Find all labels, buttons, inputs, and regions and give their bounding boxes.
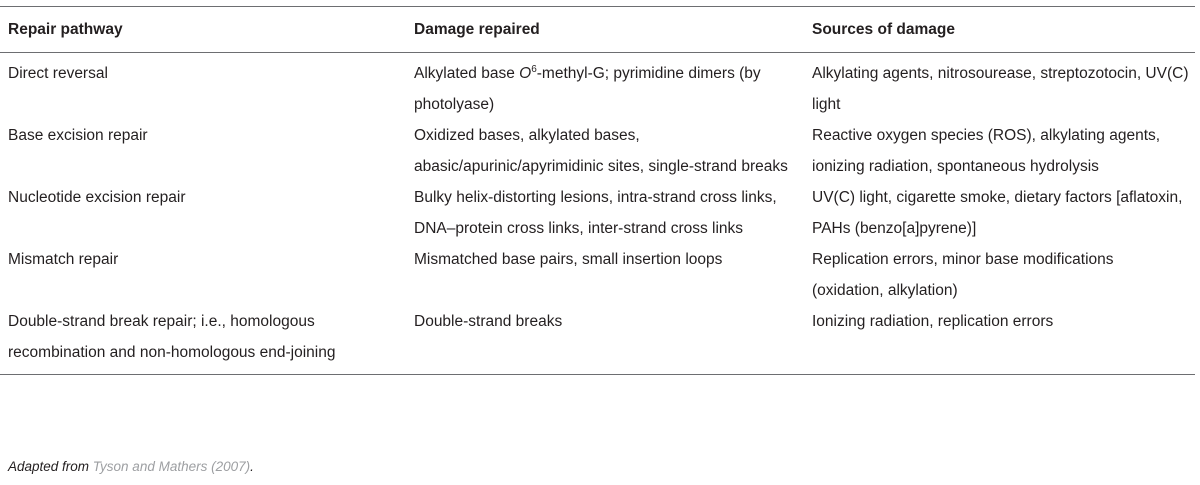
header-damage-repaired: Damage repaired bbox=[406, 7, 804, 53]
cell-damage: Oxidized bases, alkylated bases, abasic/apurinic/apyrimidinic sites, single-strand breaks bbox=[414, 127, 788, 175]
cell-pathway: Double-strand break repair; i.e., homologous recombination and non-homologous end-joining bbox=[0, 306, 406, 375]
cell-sources: Ionizing radiation, replication errors bbox=[804, 306, 1195, 375]
cell-damage: Mismatched base pairs, small insertion loops bbox=[414, 251, 723, 268]
cell-sources: Alkylating agents, nitrosourease, streptozotocin, UV(C) light bbox=[812, 65, 1189, 113]
table-body bbox=[0, 53, 1195, 375]
footnote-reference-link[interactable]: Tyson and Mathers (2007) bbox=[92, 459, 251, 474]
damage-text-suffix: -methyl-G; pyrimidine dimers (by photolyase) bbox=[414, 65, 761, 113]
header-row bbox=[0, 7, 1195, 53]
damage-text-italic: O bbox=[519, 65, 532, 82]
cell-damage: Bulky helix-distorting lesions, intra-strand cross links, DNA–protein cross links, inter-strand cross links bbox=[414, 189, 777, 237]
damage-text-prefix: Alkylated base bbox=[414, 65, 520, 82]
cell-damage bbox=[406, 53, 804, 121]
cell-sources: Replication errors, minor base modifications (oxidation, alkylation) bbox=[812, 251, 1114, 299]
cell-pathway: Base excision repair bbox=[8, 127, 148, 144]
table-footnote bbox=[8, 459, 254, 474]
cell-sources: UV(C) light, cigarette smoke, dietary factors [aflatoxin, PAHs (benzo[a]pyrene)] bbox=[812, 189, 1183, 237]
cell-pathway: Direct reversal bbox=[8, 65, 108, 82]
table-row bbox=[0, 53, 1195, 121]
table-header bbox=[0, 7, 1195, 53]
header-sources-of-damage: Sources of damage bbox=[804, 7, 1195, 53]
footnote-suffix: . bbox=[250, 459, 254, 474]
damage-text-superscript: 6 bbox=[531, 64, 537, 75]
table-row bbox=[0, 182, 1195, 244]
dna-repair-table bbox=[0, 6, 1195, 375]
cell-sources: Reactive oxygen species (ROS), alkylating agents, ionizing radiation, spontaneous hydrolysis bbox=[812, 127, 1161, 175]
cell-damage: Double-strand breaks bbox=[406, 306, 804, 375]
cell-pathway: Mismatch repair bbox=[8, 251, 119, 268]
table-row bbox=[0, 306, 1195, 375]
table-row bbox=[0, 120, 1195, 182]
header-repair-pathway: Repair pathway bbox=[0, 7, 406, 53]
footnote-prefix: Adapted from bbox=[8, 459, 93, 474]
cell-pathway: Nucleotide excision repair bbox=[8, 189, 186, 206]
table-row bbox=[0, 244, 1195, 306]
